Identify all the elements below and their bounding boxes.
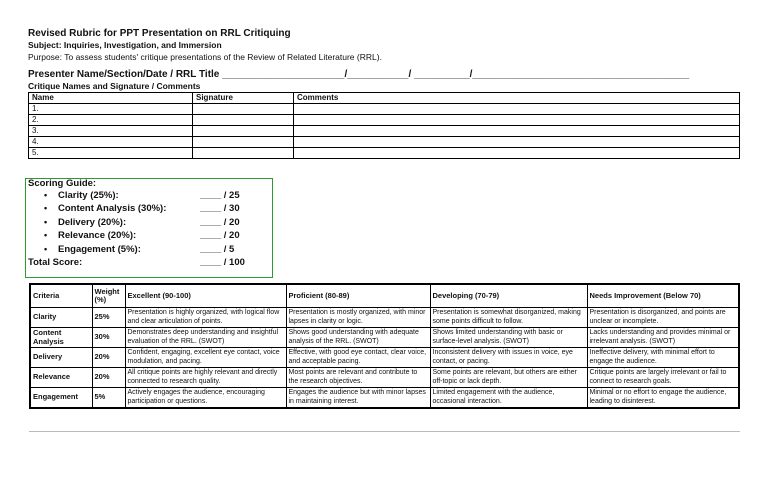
weight-cell: 20% [92, 368, 125, 388]
proficient-cell: Shows good understanding with adequate analysis of the RRL. (SWOT) [286, 328, 430, 348]
needs-improvement-cell: Lacks understanding and provides minimal or irrelevant analysis. (SWOT) [587, 328, 739, 348]
developing-cell: Inconsistent delivery with issues in voice, eye contact, or pacing. [430, 348, 587, 368]
proficient-cell: Most points are relevant and contribute to the research objectives. [286, 368, 430, 388]
bullet-icon: • [44, 190, 48, 200]
document-title: Revised Rubric for PPT Presentation on RRL Critiquing [28, 28, 291, 39]
score-item-relevance [26, 230, 272, 243]
signature-table [28, 92, 740, 159]
weight-cell: 20% [92, 348, 125, 368]
score-item-label: Delivery (20%): [58, 217, 127, 228]
rubric-row [30, 308, 739, 328]
comments-cell[interactable] [294, 115, 740, 126]
rubric-row [30, 348, 739, 368]
rubric-row [30, 368, 739, 388]
critique-heading: Critique Names and Signature / Comments [28, 81, 201, 91]
developing-cell: Shows limited understanding with basic or surface-level analysis. (SWOT) [430, 328, 587, 348]
purpose-line: Purpose: To assess students' critique presentations of the Review of Related Literature (RRL). [28, 52, 382, 62]
header-excellent: Excellent (90-100) [125, 284, 286, 308]
proficient-cell: Engages the audience but with minor lapses in maintaining interest. [286, 388, 430, 409]
bullet-icon: • [44, 203, 48, 213]
score-item-points: ____ / 20 [200, 230, 240, 241]
header-criteria: Criteria [30, 284, 92, 308]
rubric-row [30, 388, 739, 409]
row-number: 2. [29, 115, 193, 126]
excellent-cell: Demonstrates deep understanding and insightful evaluation of the RRL. (SWOT) [125, 328, 286, 348]
header-name: Name [29, 93, 193, 104]
score-item-points: ____ / 25 [200, 190, 240, 201]
rubric-table [29, 283, 740, 409]
score-item-label: Relevance (20%): [58, 230, 137, 241]
signature-table-header [29, 93, 740, 104]
developing-cell: Limited engagement with the audience, occasional interaction. [430, 388, 587, 409]
weight-cell: 5% [92, 388, 125, 409]
score-item-points: ____ / 30 [200, 203, 240, 214]
header-comments: Comments [294, 93, 740, 104]
presenter-line: Presenter Name/Section/Date / RRL Title ______________________/___________/ __________/_______________________________________ [28, 69, 690, 80]
needs-improvement-cell: Critique points are largely irrelevant or fail to connect to research goals. [587, 368, 739, 388]
proficient-cell: Effective, with good eye contact, clear voice, and acceptable pacing. [286, 348, 430, 368]
weight-cell: 30% [92, 328, 125, 348]
criteria-cell: Delivery [30, 348, 92, 368]
rubric-header-row [30, 284, 739, 308]
total-score-row [26, 257, 272, 270]
header-proficient: Proficient (80-89) [286, 284, 430, 308]
signature-cell[interactable] [193, 115, 294, 126]
score-item-points: ____ / 20 [200, 217, 240, 228]
document-header [28, 27, 741, 159]
signature-cell[interactable] [193, 104, 294, 115]
subject-line: Subject: Inquiries, Investigation, and Immersion [28, 40, 222, 50]
row-number: 5. [29, 148, 193, 159]
bullet-icon: • [44, 230, 48, 240]
score-item-label: Content Analysis (30%): [58, 203, 167, 214]
table-row [29, 115, 740, 126]
criteria-cell: Engagement [30, 388, 92, 409]
criteria-cell: Relevance [30, 368, 92, 388]
excellent-cell: Presentation is highly organized, with logical flow and clear articulation of points. [125, 308, 286, 328]
proficient-cell: Presentation is mostly organized, with minor lapses in clarity or logic. [286, 308, 430, 328]
comments-cell[interactable] [294, 148, 740, 159]
table-row [29, 126, 740, 137]
criteria-cell: Content Analysis [30, 328, 92, 348]
rubric-row [30, 328, 739, 348]
excellent-cell: Actively engages the audience, encouraging participation or questions. [125, 388, 286, 409]
excellent-cell: All critique points are highly relevant and directly connected to research quality. [125, 368, 286, 388]
weight-cell: 25% [92, 308, 125, 328]
score-item-content-analysis [26, 203, 272, 216]
score-item-points: ____ / 5 [200, 244, 235, 255]
bullet-icon: • [44, 217, 48, 227]
signature-cell[interactable] [193, 148, 294, 159]
header-developing: Developing (70-79) [430, 284, 587, 308]
table-row [29, 104, 740, 115]
table-row [29, 148, 740, 159]
score-item-label: Engagement (5%): [58, 244, 141, 255]
score-item-clarity [26, 190, 272, 203]
table-row [29, 137, 740, 148]
developing-cell: Some points are relevant, but others are either off-topic or lack depth. [430, 368, 587, 388]
row-number: 1. [29, 104, 193, 115]
signature-cell[interactable] [193, 137, 294, 148]
comments-cell[interactable] [294, 126, 740, 137]
header-signature: Signature [193, 93, 294, 104]
score-item-engagement [26, 244, 272, 257]
score-item-label: Clarity (25%): [58, 190, 119, 201]
bullet-icon: • [44, 244, 48, 254]
row-number: 3. [29, 126, 193, 137]
excellent-cell: Confident, engaging, excellent eye contact, voice modulation, and pacing. [125, 348, 286, 368]
score-item-delivery [26, 217, 272, 230]
page-divider [29, 431, 740, 432]
header-needs-improvement: Needs Improvement (Below 70) [587, 284, 739, 308]
criteria-cell: Clarity [30, 308, 92, 328]
comments-cell[interactable] [294, 137, 740, 148]
total-score-points: ____ / 100 [200, 257, 245, 268]
header-weight: Weight (%) [92, 284, 125, 308]
needs-improvement-cell: Presentation is disorganized, and points are unclear or incomplete. [587, 308, 739, 328]
signature-cell[interactable] [193, 126, 294, 137]
needs-improvement-cell: Minimal or no effort to engage the audience, leading to disinterest. [587, 388, 739, 409]
total-score-label: Total Score: [28, 257, 83, 268]
scoring-guide-title: Scoring Guide: [28, 178, 97, 189]
developing-cell: Presentation is somewhat disorganized, making some points difficult to follow. [430, 308, 587, 328]
needs-improvement-cell: Ineffective delivery, with minimal effort to engage the audience. [587, 348, 739, 368]
scoring-guide-box [25, 178, 273, 278]
row-number: 4. [29, 137, 193, 148]
comments-cell[interactable] [294, 104, 740, 115]
